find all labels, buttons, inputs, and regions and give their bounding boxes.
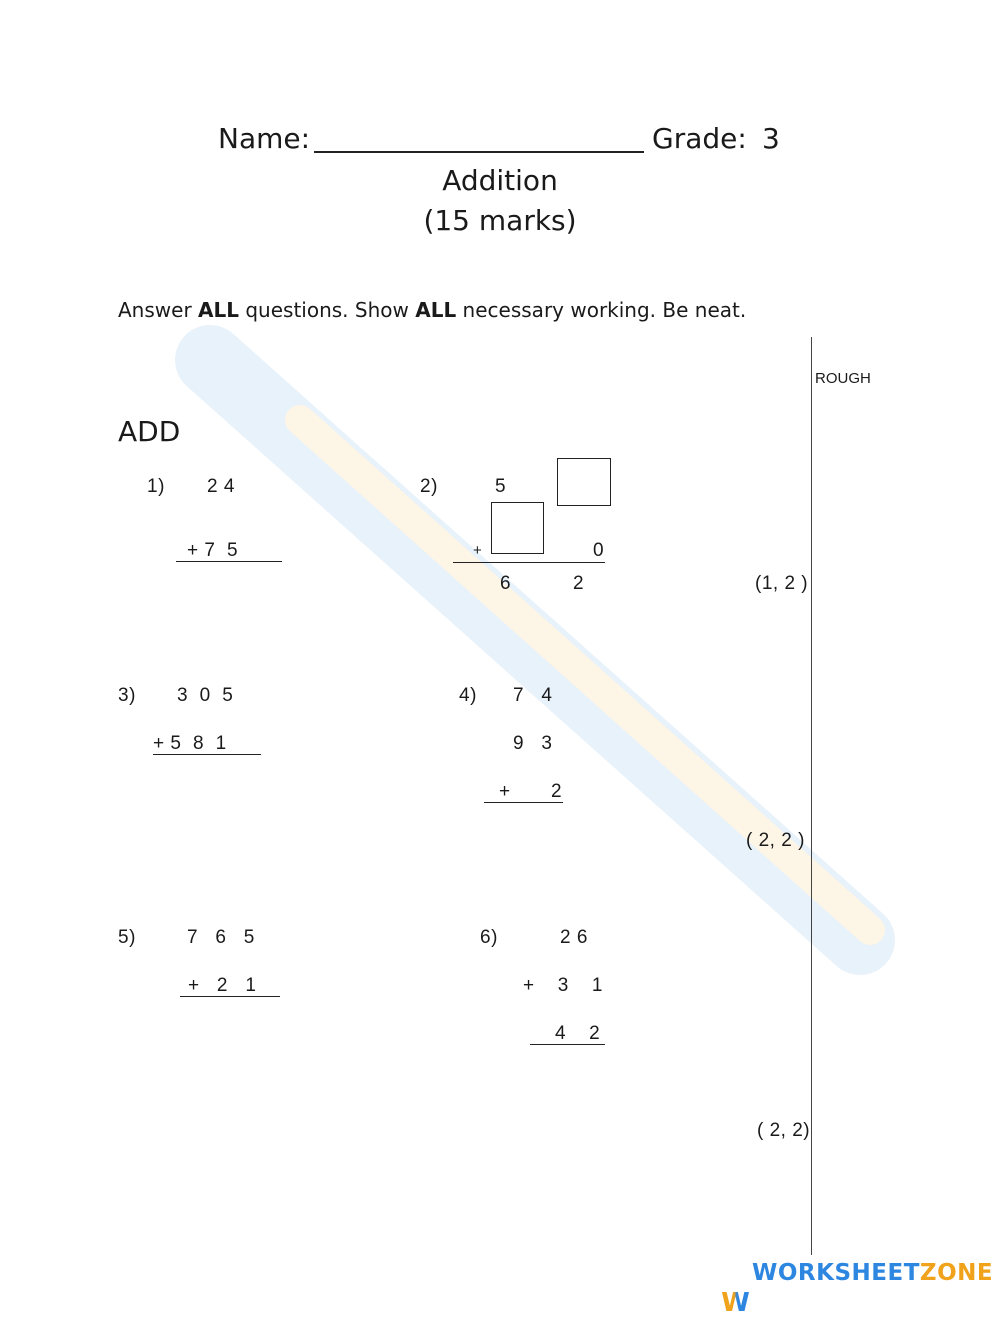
problem-6-sum-line bbox=[530, 1044, 605, 1045]
problem-6-number: 6) bbox=[480, 927, 498, 948]
problem-4-sum-line bbox=[484, 802, 563, 803]
problem-1-sum-line bbox=[176, 561, 282, 562]
problem-6-addend-3: 4 2 bbox=[555, 1023, 601, 1044]
section-title: ADD bbox=[118, 415, 181, 448]
problem-2-answer-box-middle[interactable] bbox=[491, 502, 544, 554]
worksheetzone-logo bbox=[703, 1258, 750, 1318]
name-blank-line[interactable] bbox=[314, 151, 644, 153]
problem-1-number: 1) bbox=[147, 476, 165, 497]
brand-zone-text: ZONE bbox=[919, 1260, 994, 1286]
problem-3-addend-2: + 5 8 1 bbox=[153, 733, 227, 754]
problem-3-addend-1: 3 0 5 bbox=[177, 685, 234, 706]
instructions-part3: necessary working. Be neat. bbox=[456, 298, 747, 322]
grade-value: 3 bbox=[762, 122, 780, 155]
problem-2-plus: + bbox=[473, 542, 482, 559]
rough-label: ROUGH bbox=[815, 370, 871, 387]
grade-label: Grade: bbox=[652, 122, 747, 155]
problem-4-addend-3: 2 bbox=[551, 781, 563, 802]
problem-5-addend-1: 7 6 5 bbox=[187, 927, 255, 948]
problem-5-addend-2: + 2 1 bbox=[188, 975, 257, 996]
marks-note-2: ( 2, 2 ) bbox=[746, 830, 805, 851]
marks-note-1: (1, 2 ) bbox=[755, 573, 809, 594]
problem-6-addend-2: + 3 1 bbox=[523, 975, 603, 996]
problem-5-number: 5) bbox=[118, 927, 136, 948]
problem-2-answer-left: 6 bbox=[500, 573, 512, 594]
problem-2-answer-right: 2 bbox=[573, 573, 585, 594]
worksheet-title: Addition bbox=[442, 164, 558, 197]
problem-2-sum-line bbox=[453, 562, 605, 563]
problem-2-right-digit: 0 bbox=[593, 540, 605, 561]
name-label: Name: bbox=[218, 122, 311, 155]
instructions bbox=[118, 298, 746, 322]
marks-note-3: ( 2, 2) bbox=[757, 1120, 811, 1141]
problem-5-sum-line bbox=[180, 996, 280, 997]
instructions-bold2: ALL bbox=[415, 298, 457, 322]
problem-2-number: 2) bbox=[420, 476, 438, 497]
worksheetzone-brand bbox=[752, 1260, 993, 1286]
problem-6-addend-1: 2 6 bbox=[560, 927, 588, 948]
problem-2-answer-box-top[interactable] bbox=[557, 458, 611, 506]
instructions-bold1: ALL bbox=[198, 298, 239, 322]
instructions-part2: questions. Show bbox=[239, 298, 416, 322]
w-logo-icon: W bbox=[721, 1288, 750, 1318]
problem-2-top-digit: 5 bbox=[495, 476, 507, 497]
problem-3-number: 3) bbox=[118, 685, 136, 706]
problem-4-number: 4) bbox=[459, 685, 477, 706]
problem-4-addend-1: 7 4 bbox=[513, 685, 553, 706]
problem-1-addend-2: + 7 5 bbox=[187, 540, 239, 561]
worksheet-marks: (15 marks) bbox=[423, 204, 577, 237]
rough-margin-line bbox=[811, 337, 812, 1255]
problem-4-addend-2: 9 3 bbox=[513, 733, 553, 754]
instructions-part1: Answer bbox=[118, 298, 199, 322]
problem-1-addend-1: 2 4 bbox=[207, 476, 235, 497]
brand-worksheet-text: WORKSHEET bbox=[752, 1260, 920, 1286]
problem-4-plus: + bbox=[499, 781, 511, 802]
problem-3-sum-line bbox=[153, 754, 261, 755]
